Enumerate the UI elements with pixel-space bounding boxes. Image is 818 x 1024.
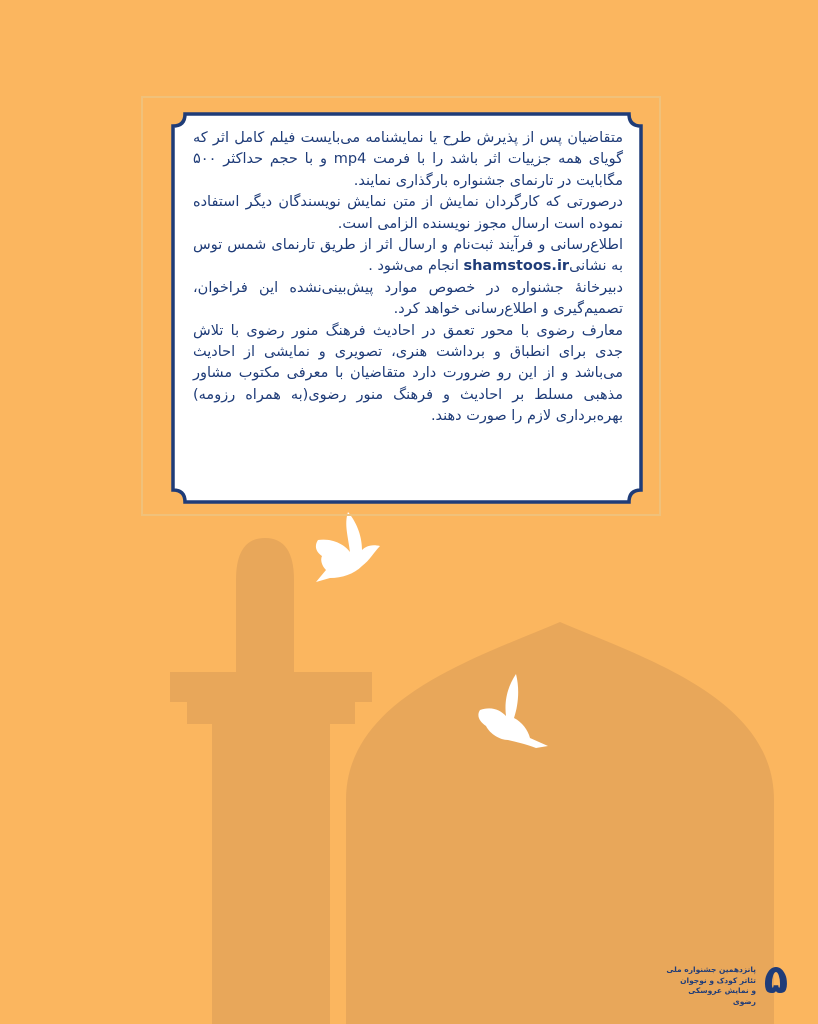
notice-paragraph-4: دبیرخانهٔ جشنواره در خصوص موارد پیش‌بینی‌نشده این فراخوان، تصمیم‌گیری و اطلاع‌رسانی خواهد کرد.: [193, 279, 623, 318]
notice-text: [193, 128, 623, 488]
logo-line-3: و نمایش عروسکی رضوی: [688, 986, 756, 1006]
festival-logo: [666, 957, 792, 1006]
minaret-silhouette: [170, 538, 372, 1024]
logo-line-1: پانزدهمین جشنواره ملی: [666, 965, 756, 974]
dove-icon: [316, 512, 380, 582]
notice-card: [171, 112, 643, 504]
notice-paragraph-1: متقاضیان پس از پذیرش طرح یا نمایشنامه می‌بایست فیلم کامل اثر که گویای همه جزییات اثر باشد را با فرمت mp4 و با حجم حداکثر ۵۰۰ مگابایت در تارنمای جشنواره بارگذاری نمایند.: [193, 130, 623, 189]
logo-text: [666, 965, 756, 1007]
website-link[interactable]: shamstoos.ir: [463, 258, 570, 275]
notice-paragraph-3-start: اطلاع‌رسانی و فرآیند ثبت‌نام و ارسال اثر از طریق تارنمای شمس توس به نشانی: [193, 237, 623, 275]
logo-number: ۵: [763, 957, 789, 1003]
notice-paragraph-2: درصورتی که کارگردان نمایش از متن نمایش نویسندگان دیگر استفاده نموده است ارسال مجوز نویسنده الزامی است.: [193, 194, 623, 232]
notice-paragraph-5: معارف رضوی با محور تعمق در احادیث فرهنگ منور رضوی با تلاش جدی برای انطباق و برداشت هنری، تصویری و نمایشی از احادیث می‌باشد و از این رو ضرورت دارد متقاضیان با معرفی مکتوب مشاور مذهبی مسلط بر احادیث و فرهنگ منور رضوی(به همراه رزومه) بهره‌برداری لازم را صورت دهند.: [193, 322, 623, 425]
notice-paragraph-3-end: انجام می‌شود .: [368, 258, 464, 275]
notice-paragraph-3: [193, 235, 623, 278]
logo-line-2: تئاتر کودک و نوجوان: [680, 975, 756, 985]
